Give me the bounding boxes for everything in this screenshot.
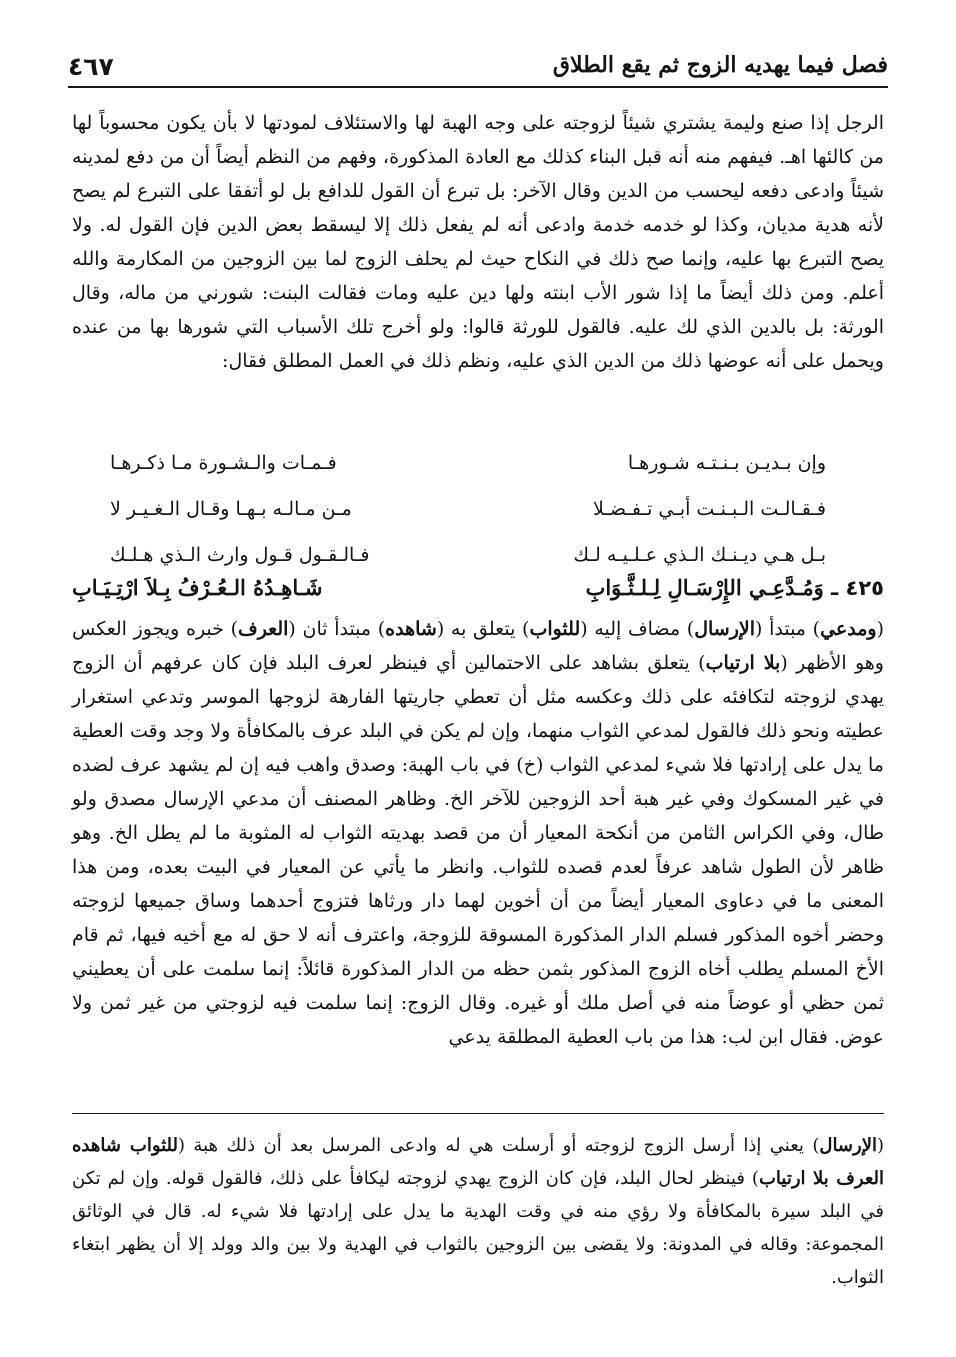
matn-verse-block bbox=[72, 568, 884, 608]
footnote-text bbox=[72, 1129, 884, 1294]
page-number: ٤٦٧ bbox=[68, 52, 114, 81]
verse-second-hemistich: فـالـقـول قـول وارث الـذي هـلـك bbox=[110, 544, 370, 566]
verse-first-hemistich: بـل هـي ديـنـك الـذي عـلـيـه لـك bbox=[573, 544, 826, 566]
verse-line bbox=[110, 440, 826, 486]
matn-second-hemistich: شَـاهِـدُهُ الـعُـرْفُ بِـلاَ ارْتِـيَـابِ bbox=[72, 575, 323, 600]
footnote-paragraph: (الإرسال) يعني إذا أرسل الزوج لزوجته أو أرسلت هي له وادعى المرسل بعد أن ذلك هبة (للثواب شاهده العرف بلا ارتياب) فينظر لحال البلد، فإن كان الزوج يهدي لزوجته ليكافأ على ذلك، فالقول قوله. وإن لم تكن في البلد سيرة بالمكافأة ولا رؤي منه في وقت الهدية ما يدل على إرادتها فلا شيء له. قال في الوثائق المجموعة: وقاله في المدونة: ولا يقضى بين الزوجين بالثواب في الهدية ولا بين والد وولد إلا أن يظهر ابتغاء الثواب. bbox=[72, 1135, 884, 1288]
matn-verse bbox=[72, 568, 884, 608]
bold-term: للثواب bbox=[529, 618, 581, 640]
matn-first-hemistich: وَمُـدَّعِـي الإِرْسَـالِ لِـلـثَّـوَابِ bbox=[585, 575, 824, 600]
main-paragraph: الرجل إذا صنع وليمة يشتري شيئاً لزوجته على وجه الهبة لها والاستئلاف لمودتها لا بأن يكون محسوباً لها من كالئها اهـ. فيفهم منه أنه قبل البناء كذلك مع العادة المذكورة، وفهم من النظم أيضاً أن من دفع لمدينه شيئاً وادعى دفعه ليحسب من الدين وقال الآخر: بل تبرع أن القول للدافع بل لو أتفقا على التبرع لم يصح لأنه هدية مديان، وكذا لو خدمه خدمة وادعى أنه لم يفعل ذلك إلا ليسقط بعض الدين فإن القول له. ولا يصح التبرع بها عليه، وإنما صح ذلك في النكاح حيث لم يحلف الزوج لما بين الزوجين من المكارمة والله أعلم. ومن ذلك أيضاً ما إذا شور الأب ابنته ولها دين عليه ومات فقالت البنت: شورني من ماله، وقال الورثة: بل بالدين الذي لك عليه. فالقول للورثة قالوا: ولو أخرج تلك الأسباب التي شورها بها من عنده ويحمل على أنه عوضها ذلك من الدين الذي عليه، ونظم ذلك في العمل المطلق فقال: bbox=[72, 112, 884, 372]
verse-second-hemistich: مـن مـالـه بـهـا وقـال الـغـيـر لا bbox=[110, 498, 352, 520]
bold-term: العرف bbox=[238, 618, 289, 640]
page-header bbox=[68, 50, 888, 88]
footnote-divider bbox=[72, 1113, 884, 1114]
verse-number: ٤٢٥ ـ bbox=[831, 576, 884, 600]
matn-first-part bbox=[586, 568, 884, 608]
main-text bbox=[72, 106, 884, 378]
bold-term: شاهده bbox=[385, 618, 437, 640]
quoted-verses bbox=[110, 440, 826, 578]
verse-first-hemistich: فـقـالـت الـبـنـت أبـي تـفـضـلا bbox=[592, 498, 826, 520]
running-title: فصل فيما يهديه الزوج ثم يقع الطلاق bbox=[552, 52, 888, 78]
verse-first-hemistich: وإن بـديـن بـنـتـه شـورهـا bbox=[627, 452, 826, 474]
verse-line bbox=[110, 486, 826, 532]
commentary-text bbox=[72, 612, 884, 1054]
bold-term: بلا ارتياب bbox=[705, 652, 781, 674]
bold-term: للثواب شاهده العرف بلا ارتياب bbox=[72, 1135, 884, 1189]
commentary-paragraph: (ومدعي) مبتدأ (الإرسال) مضاف إليه (للثواب) يتعلق به (شاهده) مبتدأ ثان (العرف) خبره ويجوز العكس وهو الأظهر (بلا ارتياب) يتعلق بشاهد على الاحتمالين أي فينظر لعرف البلد فإن كان عرفهم أن الزوج يهدي لزوجته لتكافئه على ذلك وعكسه مثل أن تعطي جاريتها الفارهة لزوجها الموسر وتدعي استغرار عطيته ونحو ذلك فالقول لمدعي الثواب منهما، وإن لم يكن في البلد عرف بالمكافأة ولا وجد وقت العطية ما يدل على إرادتها فلا شيء لمدعي الثواب (خ) في باب الهبة: وصدق واهب فيه إن لم يشهد عرف لضده في غير المسكوك وفي غير هبة أحد الزوجين للآخر الخ. وظاهر المصنف أن مدعي الإرسال مصدق ولو طال، وفي الكراس الثامن من أنكحة المعيار أن من قصد بهديته الثواب له المثوبة ما لم يطل الخ. وهو ظاهر لأن الطول شاهد عرفاً لعدم قصده للثواب. وانظر ما يأتي عن المعيار في البيت بعده، ومن هذا المعنى ما في دعاوى المعيار أيضاً من أن أخوين لهما دار ورثاها فتزوج أحدهما وساق جميعها لزوجته وحضر أخوه المذكور فسلم الدار المذكورة المسوقة للزوجة، واعترف أنه لا حق له مع أخيه فيها، ثم قام الأخ المسلم يطلب أخاه الزوج المذكور بثمن حظه من الدار المذكورة قائلاً: إنما سلمت على أن يعطيني ثمن حظي أو عوضاً منه في أصل ملك أو غيره. وقال الزوج: إنما سلمت فيه لزوجتي من غير ثمن ولا عوض. فقال ابن لب: هذا من باب العطية المطلقة يدعي bbox=[72, 618, 884, 1048]
verse-second-hemistich: فـمـات والـشـورة مـا ذكـرهـا bbox=[110, 452, 337, 474]
bold-term: ومدعي bbox=[820, 618, 877, 640]
bold-term: الإرسال bbox=[694, 618, 756, 640]
bold-term: الإرسال bbox=[819, 1135, 877, 1156]
